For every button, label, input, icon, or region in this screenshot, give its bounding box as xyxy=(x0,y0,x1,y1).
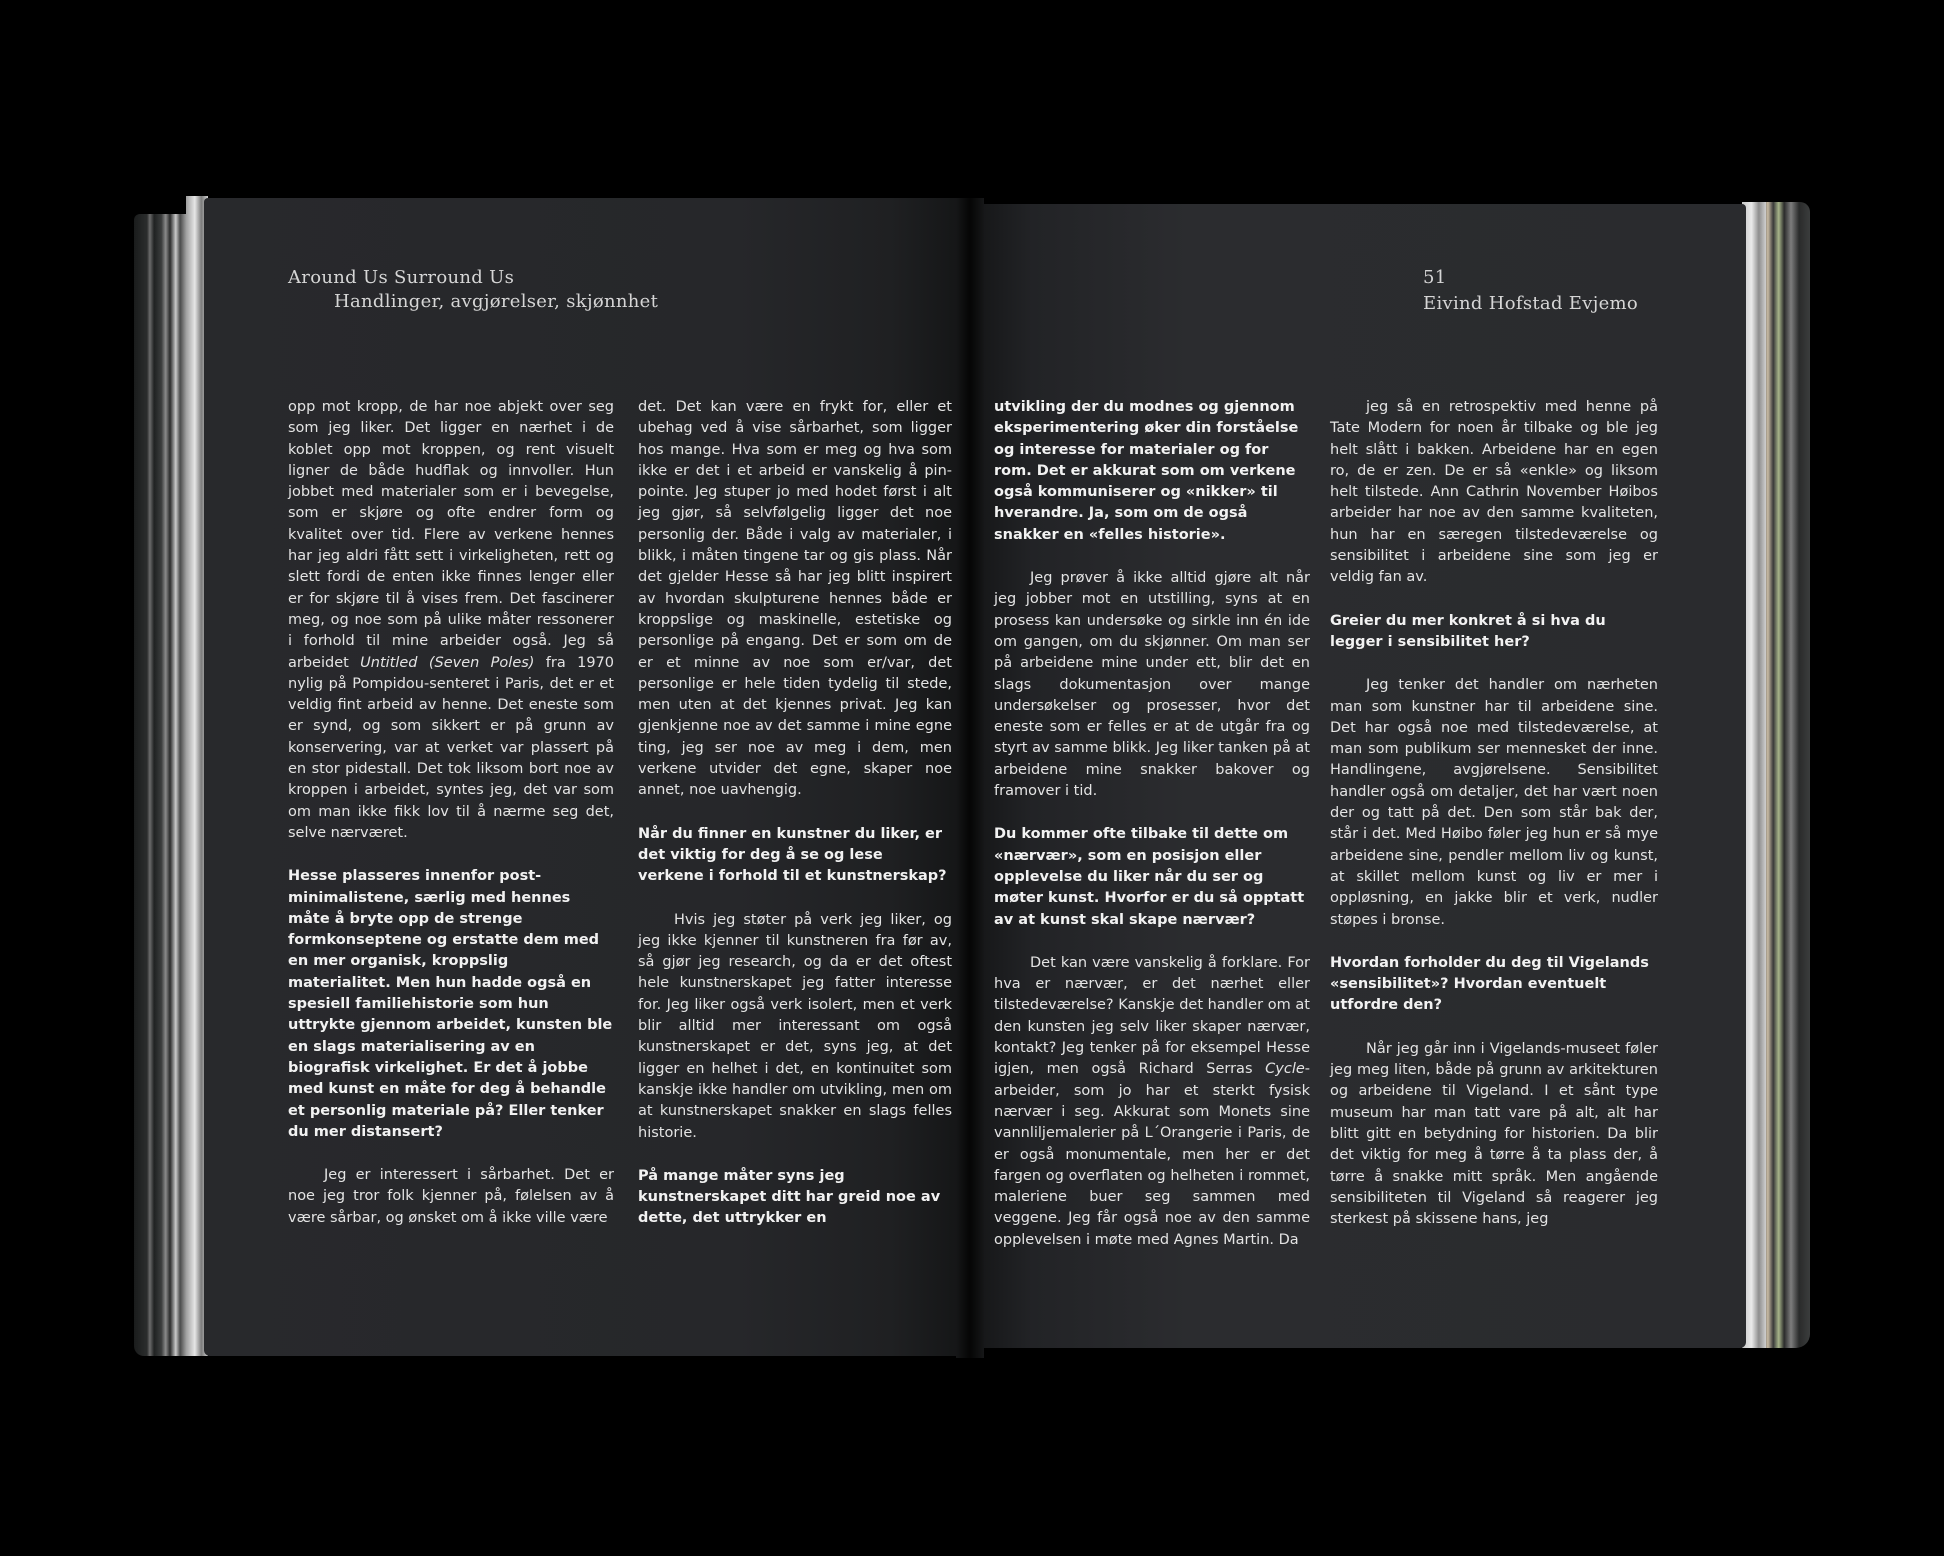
interview-question: utvikling der du modnes og gjennom eksperimentering øker din forståelse og interesse for materialer og for rom. Det er akkurat som om verkene også kommuniserer og «nikker» til hverandre. Ja, som om de også snakker en «felles historie». xyxy=(994,399,1299,543)
running-subtitle: Handlinger, avgjørelser, skjønnhet xyxy=(334,291,659,312)
interview-answer: Jeg prøver å ikke alltid gjøre alt når jeg jobber mot en utstilling, syns at en prosess kan undersøke og sirkle inn én ide om gangen, om du skjønner. Om man ser på arbeidene mine under ett, blir det en slags dokumentasjon over mange undersøkelser og prosesser, hvor det eneste som er felles er at de utgår fra og styrt av samme blikk. Jeg liker tanken på at arbeidene mine snakker bakover og framover i tid. xyxy=(994,570,1310,800)
right-column-2 xyxy=(1330,397,1658,1230)
interview-question: Du kommer ofte tilbake til dette om «nærvær», som en posisjon eller opplevelse du liker når du ser og møter kunst. Hvorfor er du så opptatt av at kunst skal skape nærvær? xyxy=(994,826,1305,928)
interview-answer: Det kan være vanskelig å forklare. For hva er nærvær, er det nærhet eller tilstedeværelse? Kanskje det handler om at den kunsten jeg selv liker skaper nærvær, kontakt? Jeg tenker på for eksempel Hesse igjen, men også Richard Serras Cycle-arbeider, som jo har et sterkt fysisk nærvær i seg. Akkurat som Monets sine vannliljemalerier på L´Orangerie i Paris, de er også monumentale, men her er det fargen og overflaten og helheten i rommet, maleriene buer seg sammen med veggene. Jeg får også noe av den samme opplevelsen i møte med Agnes Martin. Da xyxy=(994,954,1311,1248)
page-number: 51 xyxy=(1423,267,1447,288)
interview-question: På mange måter syns jeg kunstnerskapet ditt har greid noe av dette, det uttrykker en xyxy=(638,1167,941,1227)
interview-question: Når du finner en kunstner du liker, er det viktig for deg å se og lese verkene i forhold til et kunstnerskap? xyxy=(638,825,947,885)
right-column-1 xyxy=(994,397,1310,1251)
author-name: Eivind Hofstad Evjemo xyxy=(1423,293,1639,314)
book-gutter xyxy=(956,198,984,1358)
interview-answer: Hvis jeg støter på verk jeg liker, og jeg ikke kjenner til kunstneren fra før av, så gjør jeg research, og da er det oftest hele kunstnerskapet jeg fatter interesse for. Jeg liker også verk isolert, men et verk blir alltid mer interessant om også kunstnerskapet er det, syns jeg, at det ligger en helhet i det, en kontinuitet som kanskje ikke handler om utvikling, men om at kunstnerskapet snakker en slags felles historie. xyxy=(638,911,952,1141)
interview-answer: jeg så en retrospektiv med henne på Tate Modern for noen år tilbake og ble jeg helt slått i bakken. Arbeidene har en egen ro, de er zen. De er så «enkle» og liksom helt tilstede. Ann Cathrin November Høibos arbeider har noe av den samme kvaliteten, hun har en særegen tilstedeværelse og sensibilitet i arbeidene sine som jeg er veldig fan av. xyxy=(1330,399,1658,586)
interview-answer: Jeg er interessert i sårbarhet. Det er noe jeg tror folk kjenner på, følelsen av å være sårbar, og ønsket om å ikke ville være xyxy=(288,1167,614,1226)
interview-question: Hesse plasseres innenfor post-minimalistene, særlig med hennes måte å bryte opp de strenge formkonseptene og erstatte dem med en mer organisk, kroppslig materialitet. Men hun hadde også en spesiell familiehistorie som hun uttrykte gjennom arbeidet, kunsten ble en slags materialisering av en biografisk virkelighet. Er det å jobbe med kunst en måte for deg å behandle et personlig materiale på? Eller tenker du mer distansert? xyxy=(288,868,613,1140)
interview-question: Hvordan forholder du deg til Vigelands «sensibilitet»? Hvordan eventuelt utfordre den? xyxy=(1330,954,1649,1014)
paragraph: opp mot kropp, de har noe abjekt over seg som jeg liker. Det ligger en nærhet i de koblet opp mot kroppen, og rent visuelt ligner de både hudflak og innvoller. Hun jobbet med materialer som er i bevegelse, som er skjøre og ofte endrer form og kvalitet over tid. Flere av verkene hennes har jeg aldri fått sett i virkeligheten, rett og slett fordi de enten ikke finnes lenger eller er for skjøre til å vises frem. Det fascinerer meg, og noe som på ulike måter ressonerer i forhold til mine arbeider også. Jeg så arbeidet Untitled (Seven Poles) fra 1970 nylig på Pompidou-senteret i Paris, det er et veldig fint arbeid av henne. Det eneste som er synd, og som sikkert er på grunn av konservering, var at verket var plassert på en stor pidestall. Det tok liksom bort noe av kroppen i arbeidet, syntes jeg, det var som om man ikke fikk lov til å nærme seg det, selve nærværet. xyxy=(288,399,614,841)
left-column-2 xyxy=(638,397,952,1230)
left-column-1 xyxy=(288,397,614,1229)
interview-answer: Når jeg går inn i Vigelands-museet føler jeg meg liten, både på grunn av arkitekturen og arbeidene til Vigeland. I et sånt type museum har man tatt vare på alt, alt har blitt gitt en betydning for historien. Da blir det viktig for meg å tørre å ta plass der, å tørre å snakke mitt språk. Men angående sensibiliteten til Vigeland så reagerer jeg sterkest på skissene hans, jeg xyxy=(1330,1040,1658,1228)
interview-answer: Jeg tenker det handler om nærheten man som kunstner har til arbeidene sine. Det har også noe med tilstedeværelse, at man som publikum ser mennesket der inne. Handlingene, avgjørelsene. Sensibilitet handler også om detaljer, det har vært noen der og tatt på det. Den som står bak der, står i det. Med Høibo føler jeg hun er så mye arbeidene sine, pendler mellom liv og kunst, at skillet mellom kunst og liv er mer i oppløsning, en jakke blir et verk, nudler støpes i bronse. xyxy=(1330,677,1658,928)
interview-question: Greier du mer konkret å si hva du legger i sensibilitet her? xyxy=(1330,612,1606,650)
paragraph: det. Det kan være en frykt for, eller et ubehag ved å vise sårbarhet, som ligger hos mange. Hva som er meg og hva som ikke er det i et arbeid er vanskelig å pin-pointe. Jeg stuper jo med hodet først i alt jeg gjør, så selvfølgelig ligger det noe personlig der. Både i valg av materialer, i blikk, i måten tingene tar og gis plass. Når det gjelder Hesse så har jeg blitt inspirert av hvordan skulpturene hennes både er kroppslige og maskinelle, estetiske og personlige på engang. Det er som om de er et minne av noe som er/var, det personlige er hele tiden tydelig til stede, men uten at det kjennes privat. Jeg kan gjenkjenne noe av det samme i mine egne ting, jeg ser noe av meg i dem, men verkene utvider det egne, skaper noe annet, noe uavhengig. xyxy=(638,399,952,799)
running-title: Around Us Surround Us xyxy=(288,267,515,288)
